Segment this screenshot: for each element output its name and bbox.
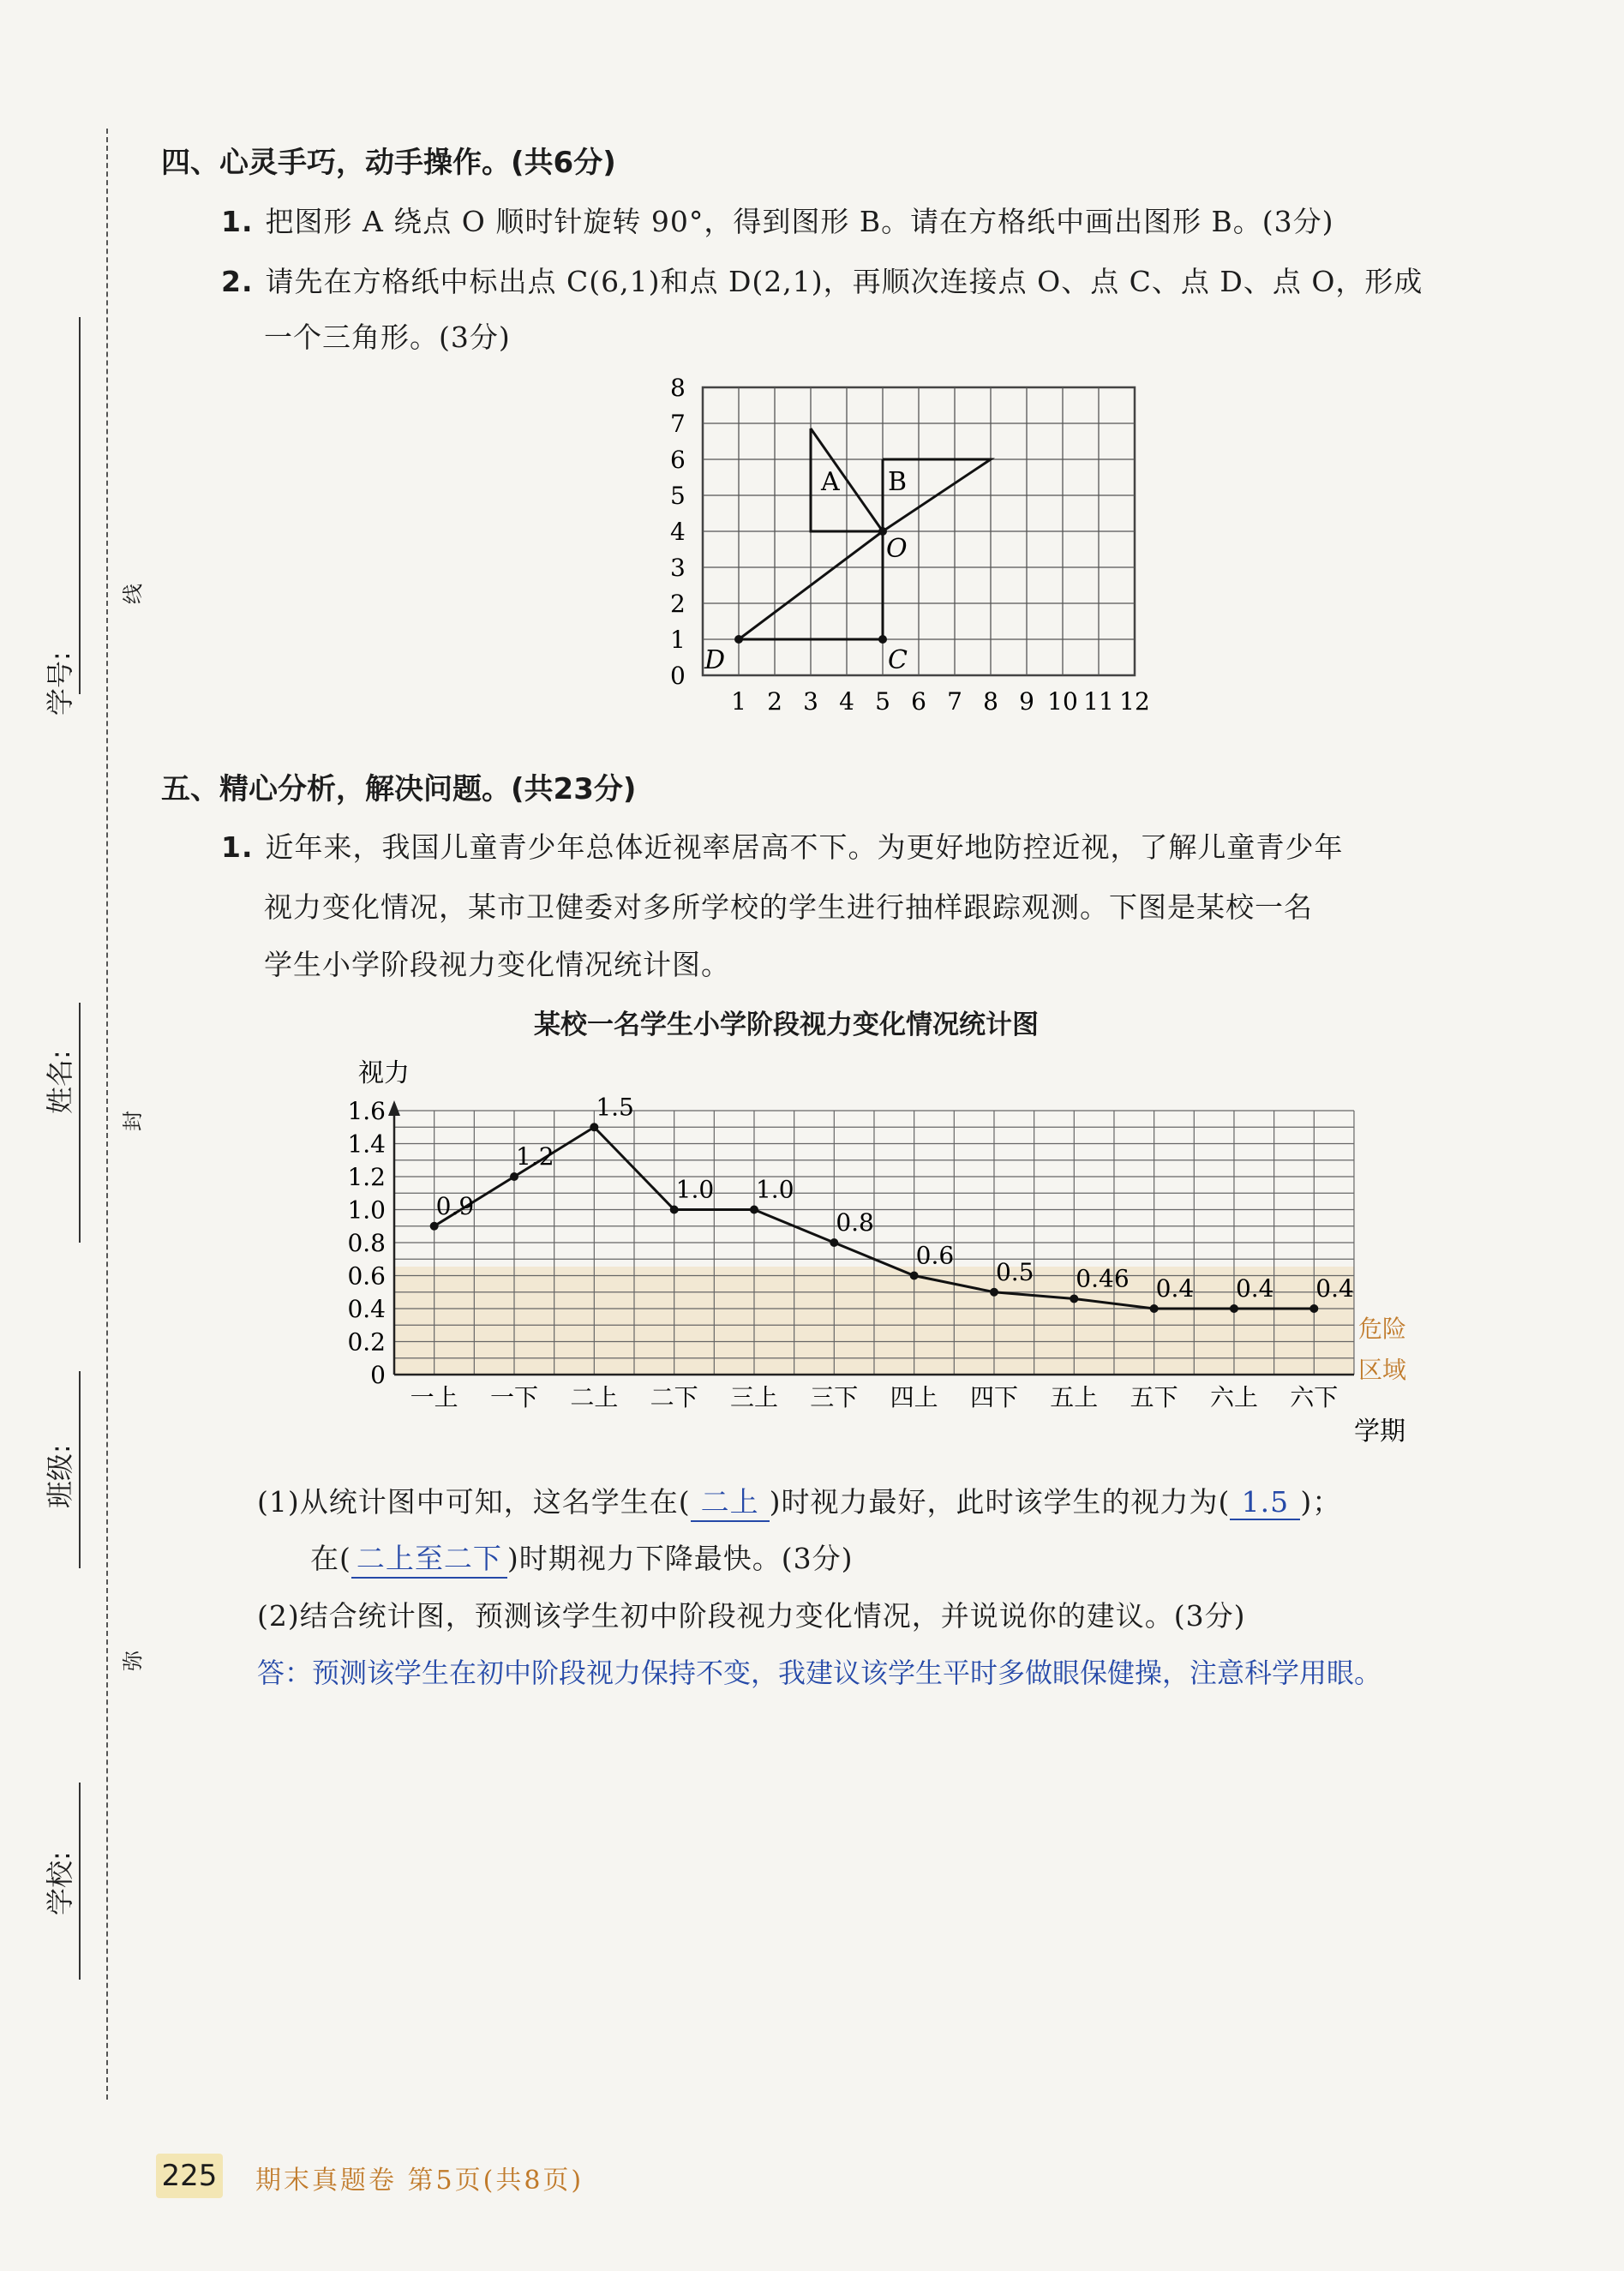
data-point bbox=[670, 1206, 679, 1214]
data-value-label: 1.0 bbox=[675, 1175, 715, 1204]
chart-x-tick-label: 六上 bbox=[1209, 1383, 1258, 1411]
chart-x-tick-label: 四下 bbox=[969, 1383, 1018, 1411]
data-point bbox=[750, 1206, 758, 1214]
grid-x-tick-label: 10 bbox=[1047, 687, 1078, 716]
data-value-label: 0.4 bbox=[1155, 1274, 1195, 1303]
name-label: 姓名: bbox=[44, 1050, 76, 1114]
question-number: 1. bbox=[221, 205, 254, 238]
answer-blank-2[interactable]: 1.5 bbox=[1230, 1485, 1300, 1520]
sub1-part5: )时期视力下降最快。(3分) bbox=[506, 1542, 854, 1575]
chart-y-tick-label: 1.2 bbox=[347, 1163, 386, 1191]
grid-x-tick-label: 3 bbox=[803, 687, 818, 716]
sub-question-2: (2)结合统计图，预测该学生初中阶段视力变化情况，并说说你的建议。(3分) bbox=[257, 1599, 1246, 1633]
grid-y-tick-label: 4 bbox=[670, 518, 686, 546]
sub1-part2: )时视力最好，此时该学生的视力为( bbox=[769, 1485, 1231, 1519]
sub1-part3: )； bbox=[1300, 1485, 1342, 1519]
data-point bbox=[510, 1172, 518, 1181]
grid-y-tick-label: 2 bbox=[670, 590, 686, 618]
section5-q1-line1 bbox=[221, 825, 1344, 866]
sub1-part1: (1)从统计图中可知，这名学生在( bbox=[257, 1485, 691, 1519]
y-axis-arrow bbox=[388, 1100, 400, 1116]
line-mark: 线 bbox=[121, 584, 145, 604]
grid-x-ticks bbox=[731, 687, 1150, 716]
data-value-label: 1.5 bbox=[596, 1093, 634, 1122]
label-d: D bbox=[704, 645, 726, 675]
coordinate-grid-figure[interactable] bbox=[626, 369, 1150, 728]
grid-x-tick-label: 7 bbox=[947, 687, 962, 716]
data-value-label: 0.5 bbox=[995, 1257, 1034, 1286]
chart-y-tick-label: 1.4 bbox=[347, 1130, 386, 1159]
data-point bbox=[590, 1123, 598, 1131]
section4-q1 bbox=[221, 200, 1334, 240]
vision-line-chart bbox=[326, 1037, 1440, 1465]
grid-y-tick-label: 7 bbox=[670, 410, 686, 438]
page-number: 225 bbox=[156, 2154, 223, 2198]
grid-x-tick-label: 11 bbox=[1083, 687, 1114, 716]
question-number: 2. bbox=[221, 265, 254, 298]
chart-x-tick-label: 四上 bbox=[890, 1383, 938, 1411]
grid-y-tick-label: 0 bbox=[670, 662, 686, 690]
data-value-label: 0.8 bbox=[836, 1208, 874, 1237]
school-blank[interactable] bbox=[79, 1783, 81, 1980]
chart-x-tick-label: 二上 bbox=[570, 1383, 619, 1411]
x-axis-label: 学期 bbox=[1354, 1417, 1405, 1447]
question-text: 近年来，我国儿童青少年总体近视率居高不下。为更好地防控近视，了解儿童青少年 bbox=[265, 830, 1344, 864]
grid-y-tick-label: 5 bbox=[670, 482, 686, 510]
grid-x-tick-label: 5 bbox=[875, 687, 890, 716]
grid-x-tick-label: 2 bbox=[767, 687, 782, 716]
chart-x-tick-label: 三下 bbox=[810, 1383, 859, 1411]
chart-x-tick-label: 六下 bbox=[1290, 1383, 1339, 1411]
sub-question-1-line1 bbox=[257, 1480, 1341, 1522]
answer-blank-1[interactable]: 二上 bbox=[691, 1480, 770, 1522]
data-point bbox=[1309, 1304, 1318, 1313]
section5-q1-line3: 学生小学阶段视力变化情况统计图。 bbox=[264, 948, 730, 981]
data-point bbox=[1070, 1294, 1078, 1303]
point-c bbox=[878, 635, 887, 644]
section4-title: 四、心灵手巧，动手操作。(共6分) bbox=[161, 146, 616, 180]
data-value-label: 1.0 bbox=[755, 1175, 794, 1204]
footer-text: 期末真题卷 第5页(共8页) bbox=[255, 2166, 584, 2196]
chart-y-tick-label: 1.0 bbox=[347, 1195, 386, 1225]
grid-x-tick-label: 4 bbox=[839, 687, 854, 716]
chart-x-tick-label: 一上 bbox=[410, 1383, 458, 1411]
chart-x-tick-label: 二下 bbox=[650, 1383, 698, 1411]
binding-dashed-line bbox=[106, 129, 108, 2100]
data-value-label: 0.4 bbox=[1315, 1274, 1354, 1303]
grid-inner-lines bbox=[703, 387, 1135, 675]
y-axis-label: 视力 bbox=[358, 1058, 410, 1088]
student-id-blank[interactable] bbox=[79, 317, 81, 694]
chart-y-tick-label: 0 bbox=[370, 1361, 386, 1389]
grid-x-tick-label: 8 bbox=[983, 687, 998, 716]
school-label: 学校: bbox=[44, 1851, 76, 1915]
chart-y-tick-label: 0.6 bbox=[347, 1261, 386, 1291]
section4-q2-line1 bbox=[221, 260, 1423, 300]
sub-question-2-answer[interactable]: 答：预测该学生在初中阶段视力保持不变，我建议该学生平时多做眼保健操，注意科学用眼。 bbox=[257, 1657, 1382, 1689]
section5-title: 五、精心分析，解决问题。(共23分) bbox=[161, 772, 637, 806]
chart-x-ticks bbox=[410, 1383, 1339, 1411]
grid-x-tick-label: 12 bbox=[1119, 687, 1150, 716]
chart-title: 某校一名学生小学阶段视力变化情况统计图 bbox=[534, 1010, 1039, 1040]
data-value-label: 0.46 bbox=[1076, 1264, 1130, 1293]
answer-blank-3[interactable]: 二上至二下 bbox=[351, 1537, 507, 1579]
chart-x-tick-label: 三上 bbox=[729, 1383, 778, 1411]
section5-q1-line2: 视力变化情况，某市卫健委对多所学校的学生进行抽样跟踪观测。下图是某校一名 bbox=[264, 890, 1313, 924]
class-blank[interactable] bbox=[79, 1371, 81, 1568]
data-value-label: 0.6 bbox=[915, 1241, 955, 1270]
data-point bbox=[1230, 1304, 1238, 1313]
data-point bbox=[1150, 1304, 1159, 1313]
seal-mark: 封 bbox=[121, 1111, 145, 1131]
sub1-part4: 在( bbox=[310, 1542, 351, 1575]
name-blank[interactable] bbox=[79, 1003, 81, 1243]
data-point bbox=[830, 1238, 838, 1247]
data-value-label: 1.2 bbox=[515, 1142, 554, 1171]
question-text: 请先在方格纸中标出点 C(6,1)和点 D(2,1)，再顺次连接点 O、点 C、点 D、点 O，形成 bbox=[265, 265, 1423, 298]
class-label: 班级: bbox=[44, 1444, 76, 1508]
label-b: B bbox=[888, 467, 908, 497]
data-point bbox=[430, 1222, 439, 1231]
chart-y-tick-label: 1.6 bbox=[347, 1097, 386, 1125]
grid-x-tick-label: 6 bbox=[911, 687, 926, 716]
chart-y-ticks bbox=[347, 1097, 386, 1389]
chart-x-tick-label: 五上 bbox=[1050, 1383, 1099, 1411]
question-text: 把图形 A 绕点 O 顺时针旋转 90°，得到图形 B。请在方格纸中画出图形 B。(3分) bbox=[265, 205, 1334, 238]
grid-y-tick-label: 8 bbox=[670, 374, 686, 402]
student-id-label: 学号: bbox=[44, 651, 76, 716]
grid-y-ticks bbox=[670, 374, 686, 690]
question-number: 1. bbox=[221, 830, 254, 864]
data-value-label: 0.4 bbox=[1235, 1274, 1274, 1303]
chart-y-tick-label: 0.2 bbox=[347, 1327, 386, 1357]
grid-y-tick-label: 6 bbox=[670, 446, 686, 474]
grid-x-tick-label: 9 bbox=[1019, 687, 1034, 716]
data-point bbox=[990, 1288, 998, 1297]
label-a: A bbox=[821, 467, 840, 497]
data-value-label: 0.9 bbox=[435, 1191, 475, 1220]
grid-x-tick-label: 1 bbox=[731, 687, 746, 716]
danger-zone-label-1: 危险 bbox=[1358, 1315, 1407, 1343]
chart-x-tick-label: 一下 bbox=[489, 1383, 539, 1411]
section4-q2-line2: 一个三角形。(3分) bbox=[264, 321, 511, 354]
label-o: O bbox=[886, 534, 908, 564]
label-c: C bbox=[888, 645, 908, 675]
chart-y-tick-label: 0.8 bbox=[347, 1229, 386, 1257]
grid-y-tick-label: 3 bbox=[670, 554, 686, 582]
chart-y-tick-label: 0.4 bbox=[347, 1295, 386, 1323]
grid-y-tick-label: 1 bbox=[670, 626, 686, 654]
point-d bbox=[734, 635, 743, 644]
chart-x-tick-label: 五下 bbox=[1130, 1383, 1178, 1411]
sub-question-1-line2 bbox=[310, 1537, 854, 1579]
fold-mark: 弥 bbox=[121, 1651, 145, 1671]
danger-zone-label-2: 区域 bbox=[1358, 1356, 1407, 1384]
data-point bbox=[910, 1272, 919, 1280]
